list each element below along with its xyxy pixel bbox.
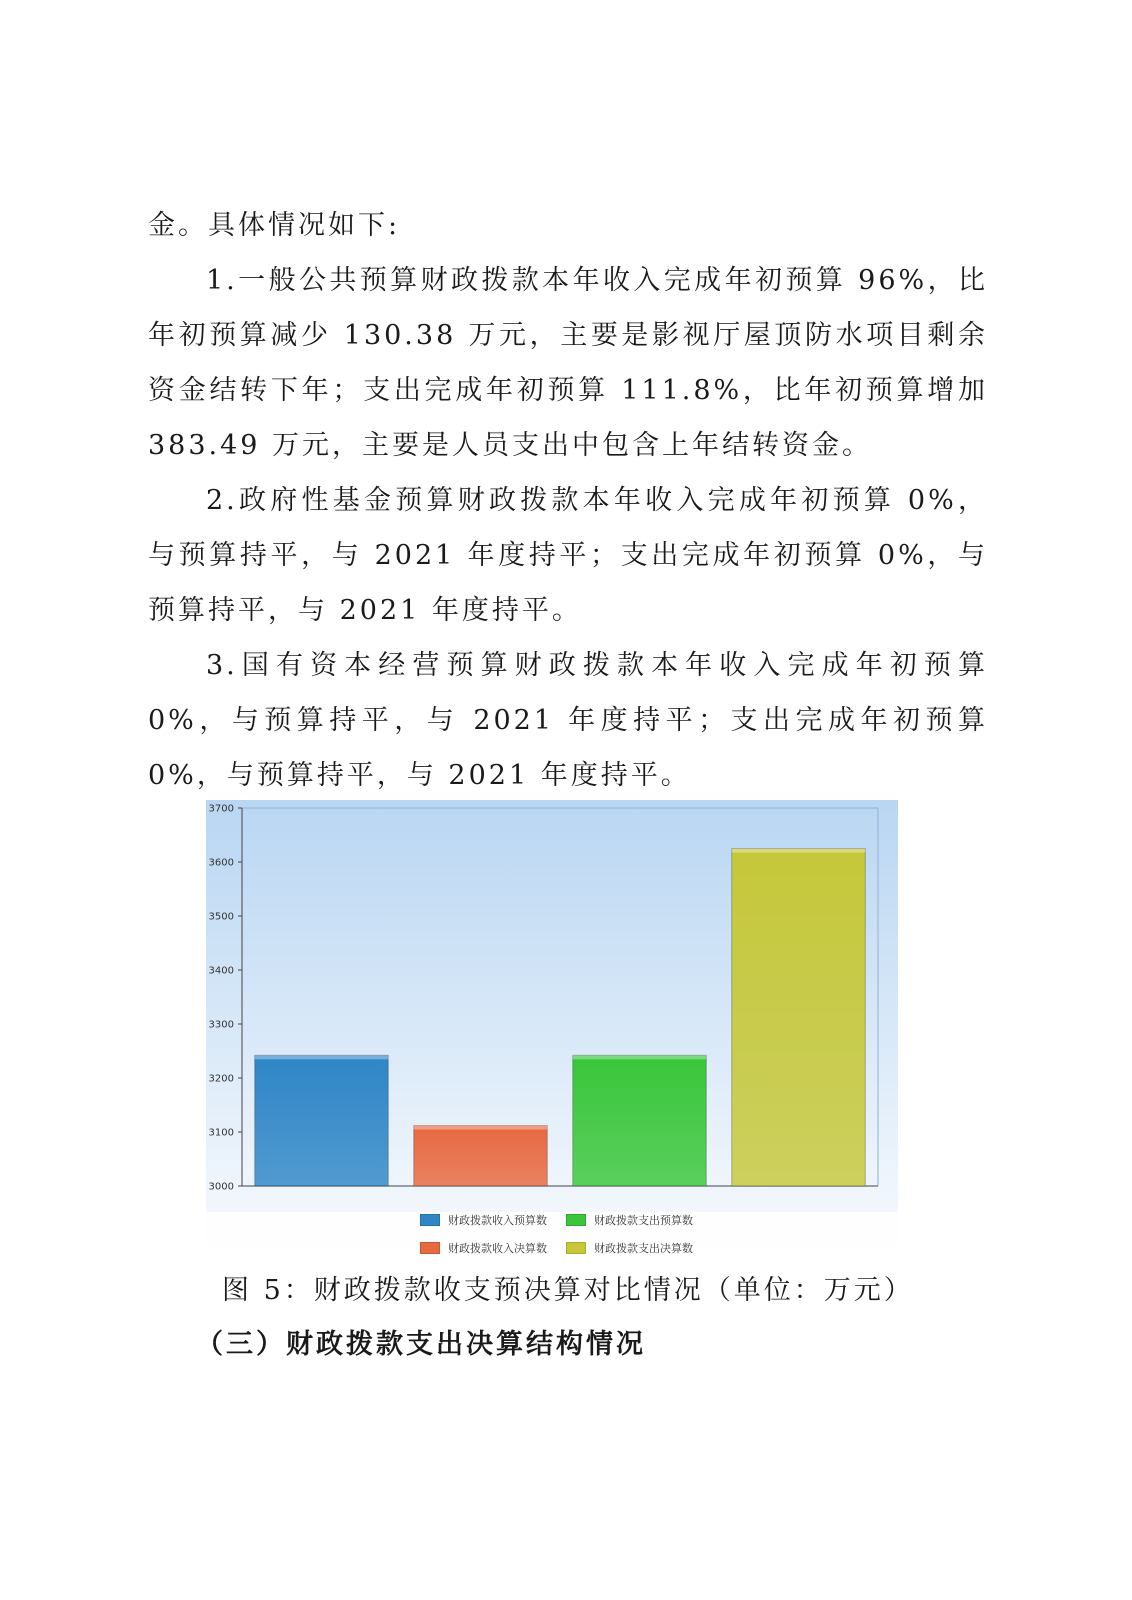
legend-item [566, 1240, 693, 1256]
legend-label: 财政拨款支出预算数 [594, 1214, 693, 1227]
figure-caption: 图 5：财政拨款收支预决算对比情况（单位：万元） [222, 1275, 914, 1306]
bar-2 [414, 1126, 548, 1186]
legend-swatch [566, 1214, 586, 1226]
bar-highlight-4 [732, 849, 866, 853]
y-tick-label: 3000 [208, 1181, 234, 1193]
bar-highlight-3 [573, 1055, 707, 1059]
y-tick-label: 3600 [208, 857, 234, 869]
chart-canvas [206, 800, 898, 1212]
bar-3 [573, 1055, 707, 1186]
y-tick-label: 3400 [208, 965, 234, 977]
legend-label: 财政拨款收入决算数 [448, 1242, 547, 1255]
legend-item [566, 1212, 693, 1228]
paragraph-general-budget: 1.一般公共预算财政拨款本年收入完成年初预算 96%，比年初预算减少 130.38 万元，主要是影视厅屋顶防水项目剩余资金结转下年；支出完成年初预算 111.8%，比年初预算增加 383.49 万元，主要是人员支出中包含上年结转资金。 [148, 265, 988, 461]
paragraph-state-capital: 3.国有资本经营预算财政拨款本年收入完成年初预算 0%，与预算持平，与 2021 年度持平；支出完成年初预算 0%，与预算持平，与 2021 年度持平。 [148, 650, 988, 791]
paragraph-intro: 金。具体情况如下: [148, 210, 401, 241]
bar-4 [732, 849, 866, 1187]
legend-swatch [566, 1242, 586, 1254]
bar-highlight-2 [414, 1126, 548, 1130]
legend-swatch [420, 1242, 440, 1254]
y-tick-label: 3700 [208, 803, 234, 815]
legend-label: 财政拨款收入预算数 [448, 1214, 547, 1227]
section-heading: （三）财政拨款支出决算结构情况 [196, 1329, 646, 1360]
y-tick-label: 3500 [208, 911, 234, 923]
legend-swatch [420, 1214, 440, 1226]
legend-label: 财政拨款支出决算数 [594, 1242, 693, 1255]
chart-legend [206, 1212, 898, 1270]
paragraph-government-fund: 2.政府性基金预算财政拨款本年收入完成年初预算 0%，与预算持平，与 2021 年度持平；支出完成年初预算 0%，与预算持平，与 2021 年度持平。 [148, 485, 988, 626]
y-tick-label: 3300 [208, 1019, 234, 1031]
legend-item [420, 1240, 547, 1256]
bar-1 [255, 1055, 389, 1186]
legend-item [420, 1212, 547, 1228]
bar-highlight-1 [255, 1055, 389, 1059]
bar-chart [206, 800, 898, 1270]
body-text [148, 198, 988, 803]
y-tick-label: 3200 [208, 1073, 234, 1085]
y-tick-label: 3100 [208, 1127, 234, 1139]
